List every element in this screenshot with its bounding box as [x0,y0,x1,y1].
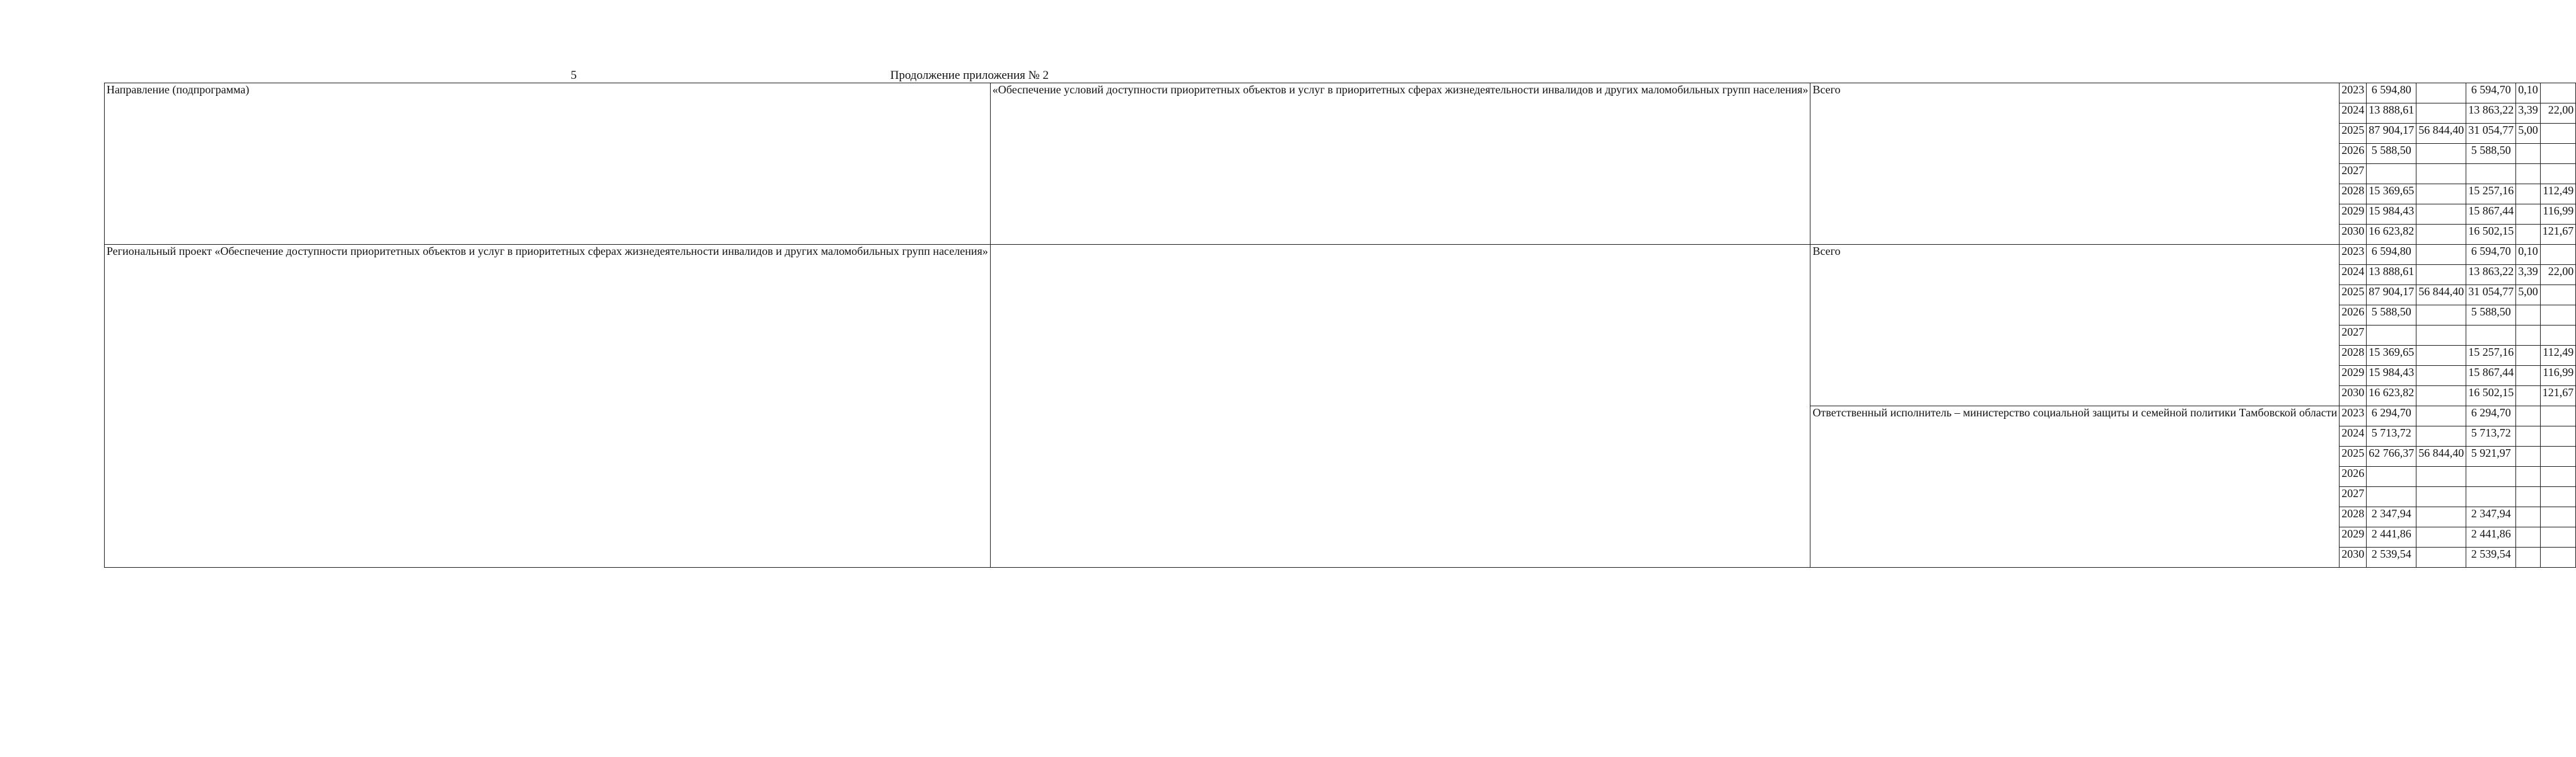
other-amount-cell: 121,67 [2540,225,2576,245]
regional-amount-cell: 5 713,72 [2466,426,2516,447]
total-amount-cell: 62 766,37 [2367,447,2416,467]
year-cell: 2025 [2340,285,2367,305]
total-amount-cell [2367,487,2416,507]
federal-amount-cell [2416,305,2466,326]
year-cell: 2025 [2340,124,2367,144]
federal-amount-cell [2416,406,2466,426]
year-cell: 2030 [2340,225,2367,245]
executor-cell: Ответственный исполнитель – министерство социальной защиты и семейной политики Тамбовской области [1810,406,2340,568]
regional-amount-cell: 15 867,44 [2466,204,2516,225]
total-amount-cell: 2 347,94 [2367,507,2416,527]
regional-amount-cell [2466,467,2516,487]
local-amount-cell [2516,386,2541,406]
other-amount-cell [2540,124,2576,144]
local-amount-cell: 3,39 [2516,103,2541,124]
regional-amount-cell: 13 863,22 [2466,265,2516,285]
regional-amount-cell: 6 294,70 [2466,406,2516,426]
local-amount-cell [2516,144,2541,164]
federal-amount-cell [2416,245,2466,265]
local-amount-cell [2516,225,2541,245]
year-cell: 2030 [2340,548,2367,568]
year-cell: 2027 [2340,326,2367,346]
total-amount-cell: 16 623,82 [2367,225,2416,245]
federal-amount-cell: 56 844,40 [2416,447,2466,467]
total-amount-cell: 6 594,80 [2367,83,2416,103]
total-amount-cell: 5 713,72 [2367,426,2416,447]
section-description-cell [990,245,1810,568]
other-amount-cell: 22,00 [2540,265,2576,285]
other-amount-cell: 121,67 [2540,386,2576,406]
federal-amount-cell: 56 844,40 [2416,124,2466,144]
year-cell: 2028 [2340,184,2367,204]
other-amount-cell [2540,245,2576,265]
federal-amount-cell [2416,467,2466,487]
regional-amount-cell: 2 539,54 [2466,548,2516,568]
local-amount-cell [2516,305,2541,326]
regional-amount-cell: 16 502,15 [2466,225,2516,245]
budget-table [104,83,2576,568]
regional-amount-cell: 16 502,15 [2466,386,2516,406]
regional-amount-cell: 6 594,70 [2466,245,2516,265]
year-cell: 2030 [2340,386,2367,406]
other-amount-cell [2540,467,2576,487]
federal-amount-cell [2416,164,2466,184]
local-amount-cell [2516,326,2541,346]
local-amount-cell [2516,346,2541,366]
federal-amount-cell [2416,326,2466,346]
total-amount-cell: 5 588,50 [2367,144,2416,164]
section-name-cell: Направление (подпрограмма) [105,83,991,245]
federal-amount-cell [2416,487,2466,507]
total-amount-cell: 15 369,65 [2367,346,2416,366]
other-amount-cell [2540,305,2576,326]
other-amount-cell: 116,99 [2540,204,2576,225]
section-name-cell: Региональный проект «Обеспечение доступности приоритетных объектов и услуг в приоритетных сферах жизнедеятельности инвалидов и других маломобильных групп населения» [105,245,991,568]
section-description-cell: «Обеспечение условий доступности приоритетных объектов и услуг в приоритетных сферах жизнедеятельности инвалидов и других маломобильных групп населения» [990,83,1810,245]
federal-amount-cell [2416,204,2466,225]
local-amount-cell [2516,507,2541,527]
executor-cell: Всего [1810,245,2340,406]
table-row [105,245,2576,265]
federal-amount-cell [2416,507,2466,527]
other-amount-cell [2540,83,2576,103]
total-amount-cell: 13 888,61 [2367,265,2416,285]
local-amount-cell: 0,10 [2516,83,2541,103]
year-cell: 2029 [2340,204,2367,225]
regional-amount-cell: 13 863,22 [2466,103,2516,124]
year-cell: 2025 [2340,447,2367,467]
other-amount-cell [2540,326,2576,346]
total-amount-cell: 87 904,17 [2367,285,2416,305]
other-amount-cell [2540,406,2576,426]
regional-amount-cell: 15 867,44 [2466,366,2516,386]
total-amount-cell: 2 539,54 [2367,548,2416,568]
total-amount-cell: 15 984,43 [2367,366,2416,386]
other-amount-cell: 112,49 [2540,346,2576,366]
federal-amount-cell [2416,426,2466,447]
local-amount-cell: 5,00 [2516,285,2541,305]
federal-amount-cell [2416,366,2466,386]
year-cell: 2024 [2340,103,2367,124]
other-amount-cell [2540,527,2576,548]
local-amount-cell [2516,366,2541,386]
regional-amount-cell [2466,487,2516,507]
regional-amount-cell: 5 588,50 [2466,305,2516,326]
regional-amount-cell: 6 594,70 [2466,83,2516,103]
executor-cell: Всего [1810,83,2340,245]
other-amount-cell [2540,548,2576,568]
regional-amount-cell: 31 054,77 [2466,285,2516,305]
year-cell: 2027 [2340,487,2367,507]
federal-amount-cell [2416,83,2466,103]
federal-amount-cell [2416,265,2466,285]
total-amount-cell: 2 441,86 [2367,527,2416,548]
local-amount-cell: 5,00 [2516,124,2541,144]
federal-amount-cell [2416,548,2466,568]
local-amount-cell [2516,426,2541,447]
local-amount-cell: 0,10 [2516,245,2541,265]
regional-amount-cell: 5 588,50 [2466,144,2516,164]
year-cell: 2029 [2340,527,2367,548]
regional-amount-cell: 31 054,77 [2466,124,2516,144]
table-body [105,83,2576,568]
year-cell: 2023 [2340,83,2367,103]
total-amount-cell: 15 984,43 [2367,204,2416,225]
local-amount-cell [2516,184,2541,204]
year-cell: 2023 [2340,245,2367,265]
regional-amount-cell: 5 921,97 [2466,447,2516,467]
total-amount-cell: 6 294,70 [2367,406,2416,426]
other-amount-cell: 116,99 [2540,366,2576,386]
year-cell: 2026 [2340,144,2367,164]
local-amount-cell [2516,487,2541,507]
total-amount-cell: 87 904,17 [2367,124,2416,144]
federal-amount-cell [2416,103,2466,124]
local-amount-cell [2516,527,2541,548]
year-cell: 2028 [2340,346,2367,366]
regional-amount-cell: 2 441,86 [2466,527,2516,548]
other-amount-cell [2540,507,2576,527]
year-cell: 2027 [2340,164,2367,184]
local-amount-cell [2516,467,2541,487]
federal-amount-cell: 56 844,40 [2416,285,2466,305]
total-amount-cell: 6 594,80 [2367,245,2416,265]
total-amount-cell: 5 588,50 [2367,305,2416,326]
total-amount-cell: 13 888,61 [2367,103,2416,124]
year-cell: 2026 [2340,305,2367,326]
other-amount-cell [2540,144,2576,164]
year-cell: 2024 [2340,426,2367,447]
total-amount-cell [2367,326,2416,346]
total-amount-cell [2367,164,2416,184]
local-amount-cell [2516,204,2541,225]
regional-amount-cell: 2 347,94 [2466,507,2516,527]
other-amount-cell [2540,164,2576,184]
federal-amount-cell [2416,225,2466,245]
total-amount-cell [2367,467,2416,487]
year-cell: 2028 [2340,507,2367,527]
local-amount-cell: 3,39 [2516,265,2541,285]
year-cell: 2029 [2340,366,2367,386]
other-amount-cell [2540,285,2576,305]
regional-amount-cell [2466,326,2516,346]
year-cell: 2026 [2340,467,2367,487]
regional-amount-cell [2466,164,2516,184]
local-amount-cell [2516,548,2541,568]
local-amount-cell [2516,164,2541,184]
appendix-continuation-label: Продолжение приложения № 2 [890,69,1049,82]
federal-amount-cell [2416,346,2466,366]
total-amount-cell: 16 623,82 [2367,386,2416,406]
other-amount-cell [2540,426,2576,447]
other-amount-cell: 22,00 [2540,103,2576,124]
regional-amount-cell: 15 257,16 [2466,184,2516,204]
federal-amount-cell [2416,144,2466,164]
federal-amount-cell [2416,386,2466,406]
total-amount-cell: 15 369,65 [2367,184,2416,204]
page-number: 5 [571,69,577,82]
other-amount-cell: 112,49 [2540,184,2576,204]
other-amount-cell [2540,487,2576,507]
year-cell: 2024 [2340,265,2367,285]
federal-amount-cell [2416,184,2466,204]
federal-amount-cell [2416,527,2466,548]
regional-amount-cell: 15 257,16 [2466,346,2516,366]
local-amount-cell [2516,406,2541,426]
year-cell: 2023 [2340,406,2367,426]
table-row [105,83,2576,103]
other-amount-cell [2540,447,2576,467]
local-amount-cell [2516,447,2541,467]
